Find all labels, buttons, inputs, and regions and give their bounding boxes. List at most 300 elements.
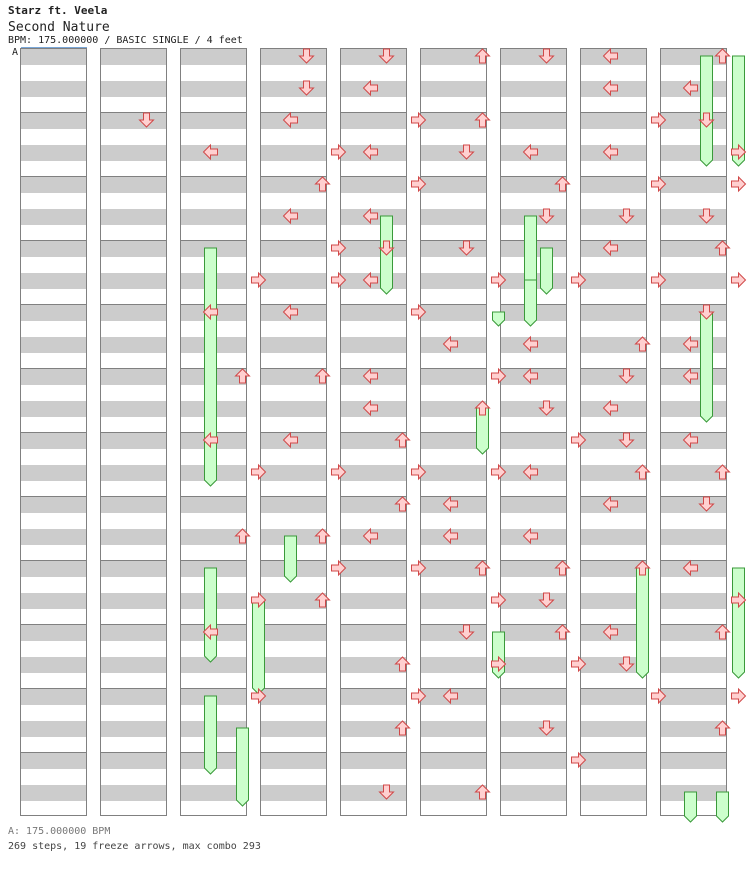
beat-band: [661, 369, 726, 385]
beat-band: [501, 465, 566, 481]
measure-line: [21, 752, 86, 753]
measure-line: [661, 240, 726, 241]
beat-band: [21, 401, 86, 417]
beat-band: [581, 81, 646, 97]
beat-band: [501, 753, 566, 769]
beat-band: [261, 561, 326, 577]
beat-band: [581, 785, 646, 801]
beat-band: [21, 145, 86, 161]
measure-line: [501, 496, 566, 497]
beat-band: [181, 145, 246, 161]
beat-band: [21, 625, 86, 641]
measure-line: [661, 560, 726, 561]
beat-band: [501, 145, 566, 161]
beat-band: [421, 209, 486, 225]
beat-band: [501, 273, 566, 289]
beat-band: [101, 49, 166, 65]
beat-band: [21, 209, 86, 225]
measure-line: [501, 752, 566, 753]
beat-band: [181, 401, 246, 417]
beat-band: [261, 657, 326, 673]
beat-band: [261, 369, 326, 385]
beat-band: [501, 177, 566, 193]
measure-line: [261, 432, 326, 433]
beat-band: [501, 81, 566, 97]
measure-line: [181, 368, 246, 369]
beat-band: [341, 625, 406, 641]
beat-band: [421, 529, 486, 545]
measure-line: [341, 240, 406, 241]
beat-band: [421, 593, 486, 609]
measure-line: [341, 304, 406, 305]
beat-band: [21, 241, 86, 257]
beat-band: [661, 49, 726, 65]
measure-line: [21, 240, 86, 241]
beat-band: [261, 305, 326, 321]
beat-band: [581, 657, 646, 673]
beat-band: [101, 561, 166, 577]
beat-band: [21, 369, 86, 385]
beat-band: [261, 241, 326, 257]
beat-band: [21, 497, 86, 513]
beat-band: [101, 305, 166, 321]
beat-band: [341, 49, 406, 65]
measure-line: [181, 112, 246, 113]
measure-column: [260, 48, 327, 816]
measure-line: [421, 560, 486, 561]
beat-band: [661, 337, 726, 353]
beat-band: [501, 561, 566, 577]
beat-band: [661, 497, 726, 513]
beat-band: [341, 145, 406, 161]
measure-line: [421, 496, 486, 497]
measure-line: [421, 624, 486, 625]
measure-line: [261, 304, 326, 305]
beat-band: [581, 241, 646, 257]
beat-band: [501, 433, 566, 449]
beat-band: [21, 593, 86, 609]
measure-line: [421, 112, 486, 113]
beat-band: [341, 209, 406, 225]
beat-band: [661, 785, 726, 801]
measure-column: [180, 48, 247, 816]
beat-band: [581, 689, 646, 705]
beat-band: [341, 241, 406, 257]
beat-band: [421, 369, 486, 385]
measure-line: [181, 688, 246, 689]
measure-line: [661, 368, 726, 369]
beat-band: [581, 113, 646, 129]
beat-band: [261, 497, 326, 513]
beat-band: [661, 561, 726, 577]
beat-band: [421, 433, 486, 449]
beat-band: [101, 497, 166, 513]
measure-line: [21, 560, 86, 561]
right-arrow: [732, 273, 746, 287]
measure-line: [661, 304, 726, 305]
measure-line: [261, 368, 326, 369]
beat-band: [101, 145, 166, 161]
measure-line: [261, 752, 326, 753]
measure-line: [421, 752, 486, 753]
measure-column: [100, 48, 167, 816]
measure-line: [501, 304, 566, 305]
measure-line: [341, 560, 406, 561]
beat-band: [261, 529, 326, 545]
right-arrow: [732, 145, 746, 159]
beat-band: [101, 369, 166, 385]
beat-band: [261, 49, 326, 65]
beat-band: [341, 561, 406, 577]
beat-band: [581, 497, 646, 513]
beat-band: [581, 593, 646, 609]
measure-line: [341, 432, 406, 433]
beat-band: [21, 465, 86, 481]
beat-band: [581, 753, 646, 769]
beat-band: [181, 625, 246, 641]
measure-line: [181, 496, 246, 497]
measure-line: [661, 752, 726, 753]
measure-line: [501, 240, 566, 241]
beat-band: [21, 337, 86, 353]
beat-band: [261, 721, 326, 737]
beat-band: [181, 785, 246, 801]
beat-band: [501, 305, 566, 321]
beat-band: [581, 465, 646, 481]
measure-column: [500, 48, 567, 816]
right-arrow: [732, 593, 746, 607]
beat-band: [341, 593, 406, 609]
beat-band: [261, 145, 326, 161]
measure-line: [661, 496, 726, 497]
beat-band: [261, 113, 326, 129]
measure-line: [101, 304, 166, 305]
measure-line: [101, 752, 166, 753]
beat-band: [21, 113, 86, 129]
beat-band: [21, 433, 86, 449]
measure-line: [21, 112, 86, 113]
beat-band: [581, 145, 646, 161]
measure-line: [101, 688, 166, 689]
beat-band: [501, 593, 566, 609]
measure-line: [341, 176, 406, 177]
measure-line: [661, 432, 726, 433]
beat-band: [581, 721, 646, 737]
beat-band: [421, 337, 486, 353]
measure-line: [581, 240, 646, 241]
beat-band: [501, 497, 566, 513]
beat-band: [501, 657, 566, 673]
beat-band: [581, 49, 646, 65]
beat-band: [101, 433, 166, 449]
measure-line: [661, 624, 726, 625]
beat-band: [21, 273, 86, 289]
beat-band: [21, 721, 86, 737]
beat-band: [21, 657, 86, 673]
beat-band: [101, 721, 166, 737]
beat-band: [101, 337, 166, 353]
beat-band: [261, 689, 326, 705]
measure-line: [21, 368, 86, 369]
measure-line: [101, 368, 166, 369]
measure-line: [181, 176, 246, 177]
beat-band: [421, 113, 486, 129]
beat-band: [181, 465, 246, 481]
beat-band: [421, 497, 486, 513]
measure-line: [341, 688, 406, 689]
beat-band: [181, 529, 246, 545]
measure-line: [181, 752, 246, 753]
measure-line: [101, 560, 166, 561]
beat-band: [181, 49, 246, 65]
beat-band: [341, 657, 406, 673]
beat-band: [421, 305, 486, 321]
beat-band: [181, 433, 246, 449]
measure-line: [181, 624, 246, 625]
measure-line: [421, 368, 486, 369]
beat-band: [661, 721, 726, 737]
beat-band: [581, 177, 646, 193]
beat-band: [101, 753, 166, 769]
chart-stats: 269 steps, 19 freeze arrows, max combo 293: [8, 841, 261, 852]
beat-band: [181, 689, 246, 705]
measure-line: [661, 176, 726, 177]
beat-band: [661, 689, 726, 705]
beat-band: [101, 273, 166, 289]
measure-line: [261, 176, 326, 177]
beat-band: [661, 241, 726, 257]
beat-band: [261, 593, 326, 609]
beat-band: [101, 465, 166, 481]
measure-line: [421, 688, 486, 689]
beat-band: [101, 689, 166, 705]
beat-band: [341, 785, 406, 801]
beat-band: [661, 593, 726, 609]
measure-line: [261, 624, 326, 625]
beat-band: [341, 337, 406, 353]
measure-line: [581, 752, 646, 753]
measure-line: [21, 624, 86, 625]
beat-band: [421, 561, 486, 577]
measure-line: [421, 176, 486, 177]
beat-band: [21, 689, 86, 705]
measure-line: [261, 560, 326, 561]
beat-band: [421, 657, 486, 673]
beat-band: [661, 273, 726, 289]
beat-band: [181, 273, 246, 289]
measure-line: [101, 432, 166, 433]
beat-band: [261, 465, 326, 481]
beat-band: [181, 593, 246, 609]
song-artist: Starz ft. Veela: [8, 4, 108, 17]
measure-line: [581, 304, 646, 305]
beat-band: [21, 753, 86, 769]
bpm-legend: A: 175.000000 BPM: [8, 826, 111, 837]
measure-line: [261, 496, 326, 497]
measure-column: [660, 48, 727, 816]
beat-band: [21, 81, 86, 97]
beat-band: [421, 177, 486, 193]
beat-band: [341, 753, 406, 769]
measure-line: [501, 432, 566, 433]
right-arrow: [732, 177, 746, 191]
beat-band: [661, 113, 726, 129]
beat-band: [581, 625, 646, 641]
measure-line: [181, 304, 246, 305]
beat-band: [181, 337, 246, 353]
beat-band: [261, 209, 326, 225]
beat-band: [501, 785, 566, 801]
beat-band: [421, 273, 486, 289]
beat-band: [101, 241, 166, 257]
measure-line: [341, 752, 406, 753]
beat-band: [501, 721, 566, 737]
beat-band: [501, 529, 566, 545]
measure-line: [421, 432, 486, 433]
beat-band: [581, 305, 646, 321]
beat-band: [261, 273, 326, 289]
beat-band: [581, 209, 646, 225]
measure-line: [21, 688, 86, 689]
beat-band: [261, 81, 326, 97]
beat-band: [261, 433, 326, 449]
measure-line: [421, 240, 486, 241]
beat-band: [421, 401, 486, 417]
beat-band: [181, 209, 246, 225]
beat-band: [21, 561, 86, 577]
beat-band: [661, 401, 726, 417]
beat-band: [661, 433, 726, 449]
freeze-arrow: [733, 56, 745, 166]
measure-line: [581, 560, 646, 561]
measure-line: [581, 176, 646, 177]
measure-line: [501, 688, 566, 689]
beat-band: [341, 721, 406, 737]
beat-band: [661, 625, 726, 641]
measure-line: [501, 112, 566, 113]
beat-band: [101, 625, 166, 641]
beat-band: [581, 433, 646, 449]
beat-band: [661, 305, 726, 321]
measure-line: [501, 624, 566, 625]
beat-band: [181, 241, 246, 257]
beat-band: [341, 81, 406, 97]
beat-band: [341, 273, 406, 289]
beat-band: [261, 337, 326, 353]
measure-line: [261, 112, 326, 113]
measure-line: [421, 304, 486, 305]
beat-band: [581, 273, 646, 289]
beat-band: [341, 433, 406, 449]
chart-meta: BPM: 175.000000 / BASIC SINGLE / 4 feet: [8, 35, 243, 46]
beat-band: [101, 209, 166, 225]
measure-line: [581, 368, 646, 369]
measure-column: [580, 48, 647, 816]
beat-band: [21, 785, 86, 801]
beat-band: [181, 113, 246, 129]
beat-band: [261, 177, 326, 193]
measure-line: [581, 496, 646, 497]
beat-band: [501, 689, 566, 705]
measure-line: [261, 688, 326, 689]
beat-band: [501, 49, 566, 65]
beat-band: [341, 497, 406, 513]
beat-band: [501, 209, 566, 225]
measure-line: [501, 176, 566, 177]
beat-band: [181, 305, 246, 321]
beat-band: [421, 465, 486, 481]
beat-band: [181, 721, 246, 737]
beat-band: [661, 177, 726, 193]
beat-band: [181, 177, 246, 193]
beat-band: [421, 241, 486, 257]
beat-band: [501, 113, 566, 129]
beat-band: [101, 177, 166, 193]
beat-band: [421, 625, 486, 641]
beat-band: [501, 625, 566, 641]
measure-line: [181, 432, 246, 433]
measure-line: [661, 688, 726, 689]
beat-band: [581, 369, 646, 385]
measure-line: [181, 560, 246, 561]
beat-band: [661, 145, 726, 161]
beat-band: [661, 657, 726, 673]
measure-line: [581, 688, 646, 689]
beat-band: [21, 49, 86, 65]
right-arrow: [732, 689, 746, 703]
beat-band: [501, 337, 566, 353]
song-title: Second Nature: [8, 20, 110, 35]
beat-band: [661, 81, 726, 97]
beat-band: [341, 305, 406, 321]
beat-band: [101, 657, 166, 673]
beat-band: [101, 593, 166, 609]
measure-line: [581, 112, 646, 113]
measure-line: [341, 112, 406, 113]
beat-band: [661, 465, 726, 481]
beat-band: [181, 753, 246, 769]
beat-band: [181, 497, 246, 513]
beat-band: [581, 401, 646, 417]
beat-band: [421, 49, 486, 65]
beat-band: [501, 241, 566, 257]
beat-band: [21, 305, 86, 321]
beat-band: [421, 785, 486, 801]
beat-band: [181, 369, 246, 385]
beat-band: [421, 753, 486, 769]
beat-band: [661, 209, 726, 225]
beat-band: [101, 529, 166, 545]
beat-band: [421, 145, 486, 161]
beat-band: [21, 529, 86, 545]
measure-line: [261, 240, 326, 241]
measure-column: [340, 48, 407, 816]
beat-band: [101, 785, 166, 801]
measure-line: [581, 624, 646, 625]
beat-band: [181, 657, 246, 673]
beat-band: [661, 529, 726, 545]
beat-band: [501, 369, 566, 385]
measure-line: [21, 176, 86, 177]
beat-band: [661, 753, 726, 769]
measure-line: [341, 496, 406, 497]
measure-column: [420, 48, 487, 816]
measure-line: [181, 240, 246, 241]
beat-band: [261, 401, 326, 417]
beat-band: [341, 177, 406, 193]
beat-band: [581, 337, 646, 353]
beat-band: [501, 401, 566, 417]
